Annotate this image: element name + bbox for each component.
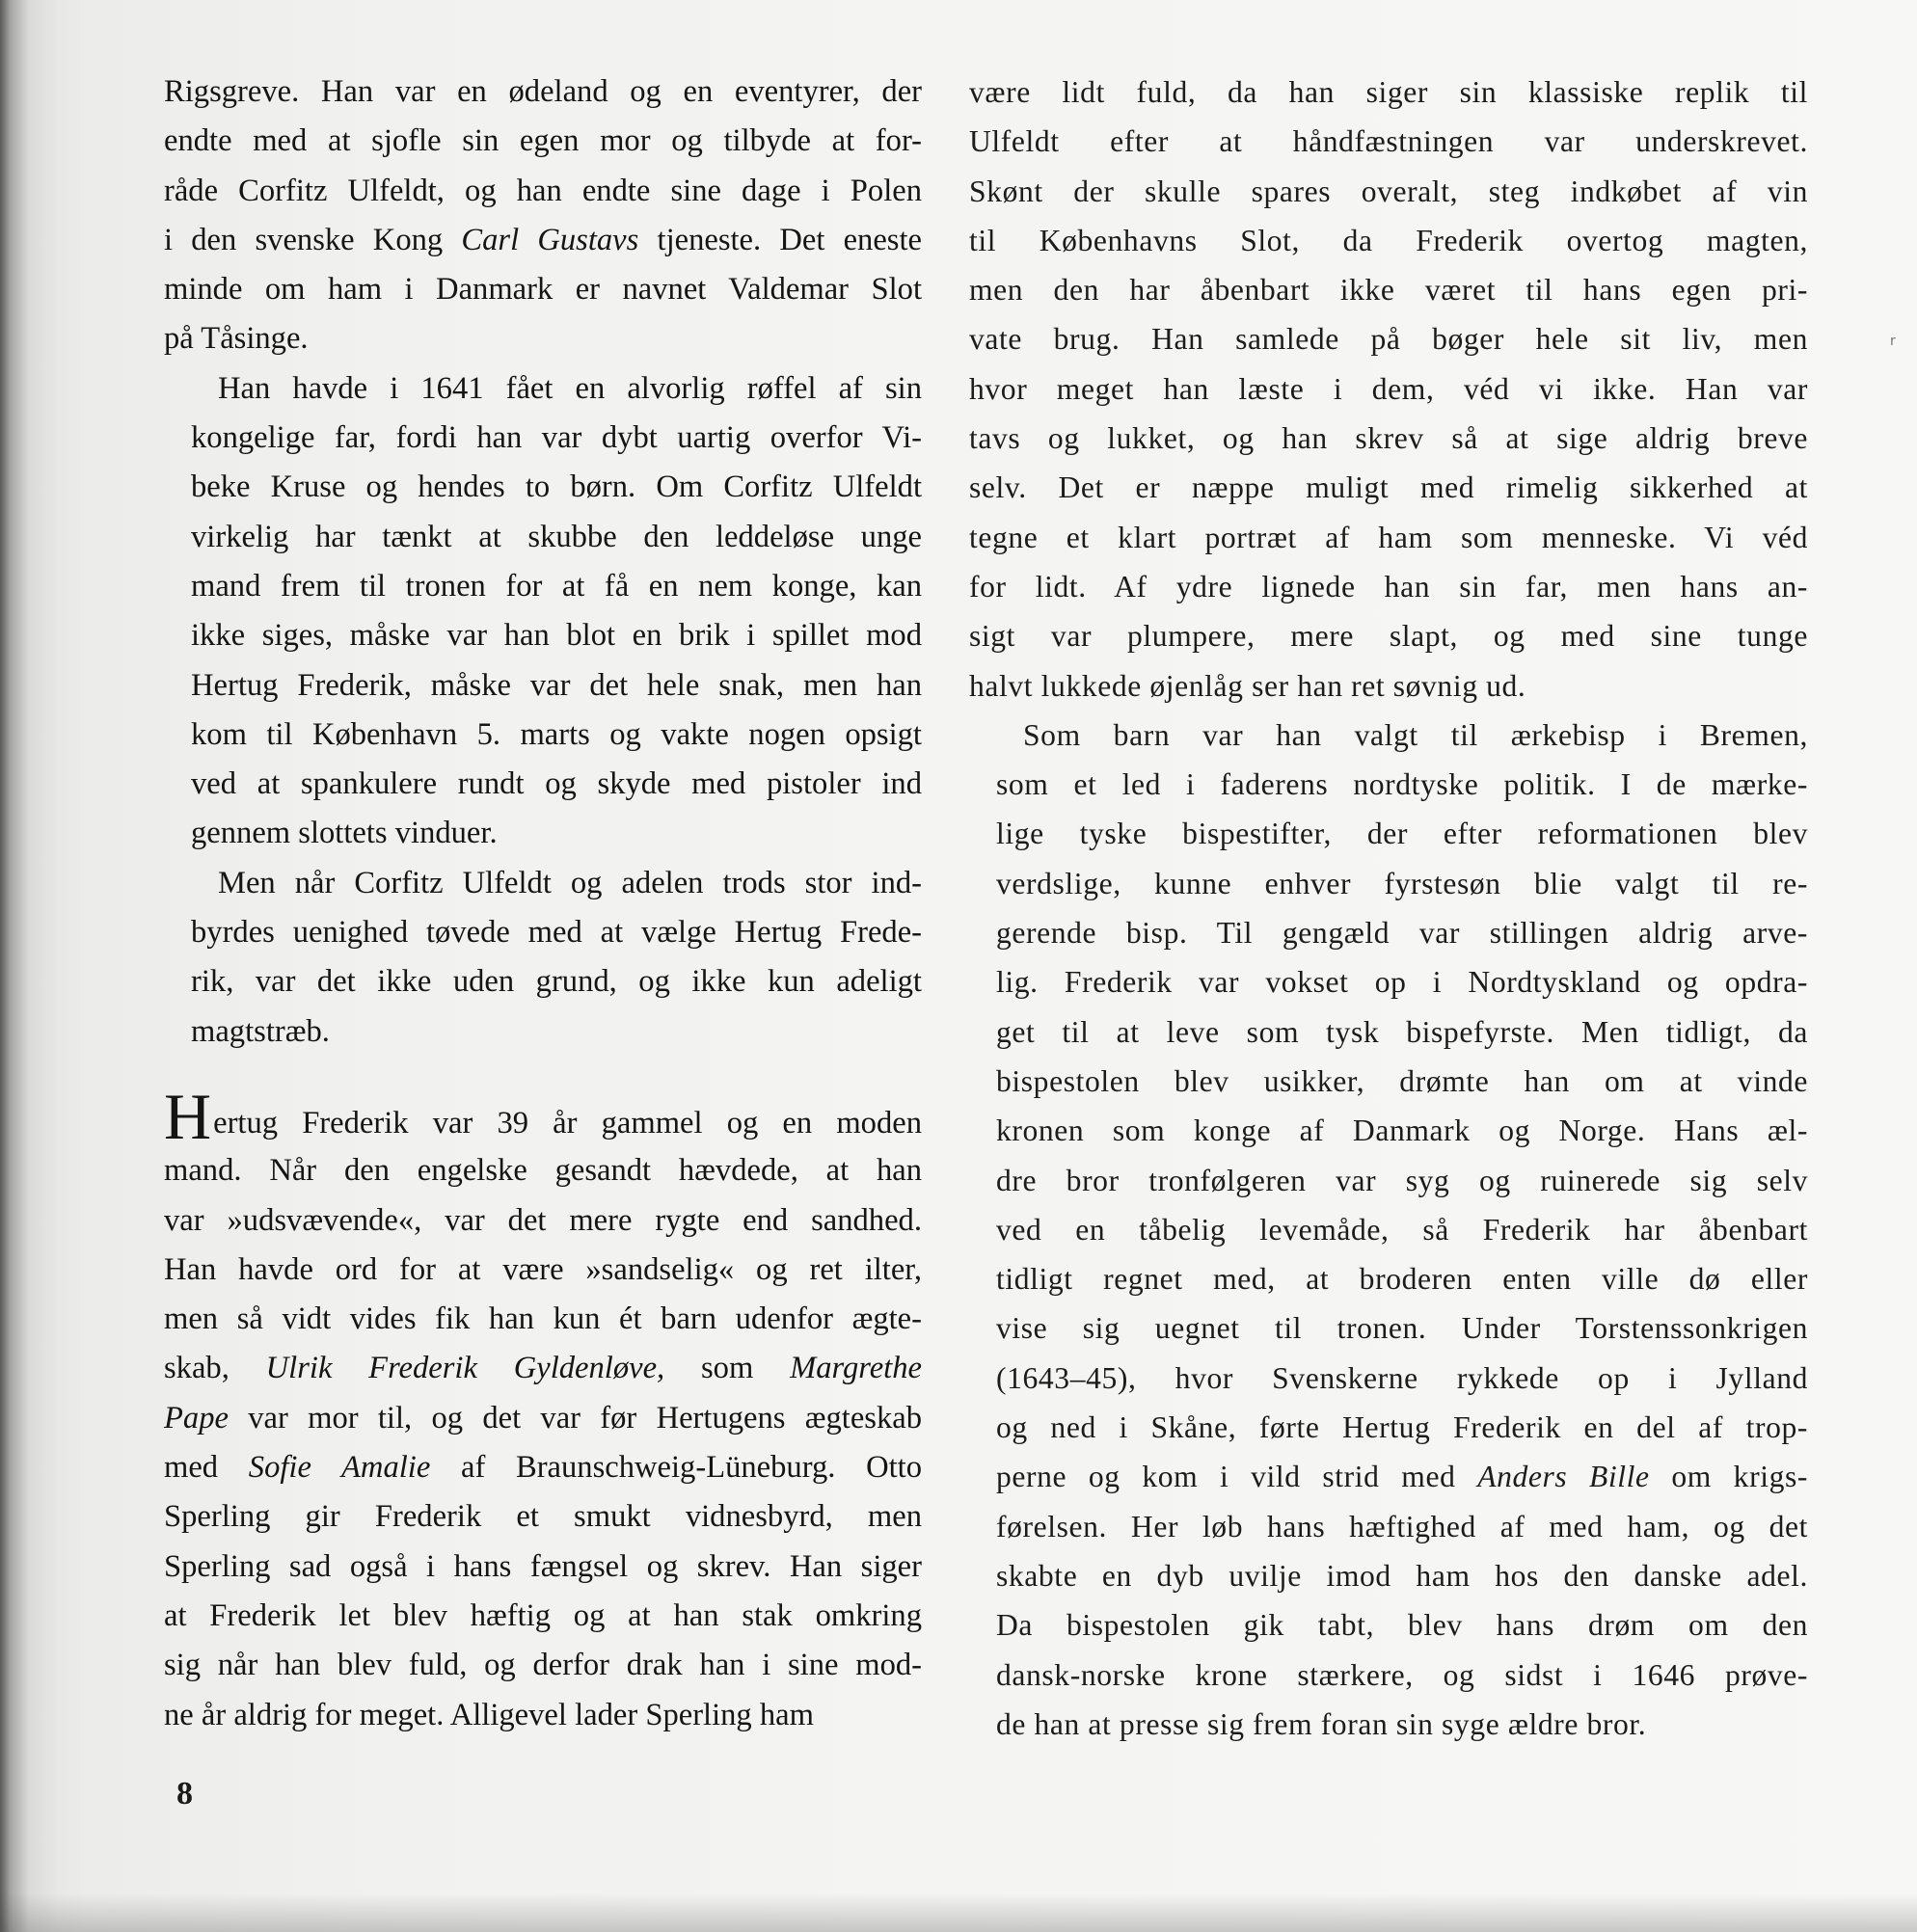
text-line: de han at presse sig frem foran sin syge ældre bror. [996, 1706, 1647, 1741]
text-line: Sperling sad også i hans fængsel og skrev. Han siger [164, 1548, 922, 1584]
text-line: Han havde i 1641 fået en alvorlig røffel af sin [218, 370, 922, 406]
text-line: ved en tåbelig levemåde, så Frederik har åbenbart [996, 1212, 1808, 1247]
right-text-column [969, 67, 1808, 1749]
text-line: hvor meget han læste i dem, véd vi ikke. Han var [969, 371, 1808, 406]
text-line: sig når han blev fuld, og derfor drak han i sine mod- [164, 1648, 922, 1683]
text-line: lig. Frederik var vokset op i Nordtyskland og opdra- [996, 965, 1808, 1000]
text-line: til Københavns Slot, da Frederik overtog magten, [969, 223, 1808, 257]
text-line: Ulfeldt efter at håndfæstningen var underskrevet. [969, 124, 1808, 159]
text-line: Men når Corfitz Ulfeldt og adelen trods stor ind- [218, 865, 922, 900]
text-line: men så vidt vides fik han kun ét barn udenfor ægte- [164, 1301, 922, 1337]
paragraph [164, 1079, 922, 1740]
text-line: mand. Når den engelske gesandt hævdede, at han [164, 1153, 922, 1189]
text-line: vate brug. Han samlede på bøger hele sit liv, men [969, 322, 1808, 357]
text-line: tidligt regnet med, at broderen enten ville dø eller [996, 1262, 1808, 1297]
text-line: som et led i faderens nordtyske politik. I de mærke- [996, 767, 1808, 802]
text-line: men den har åbenbart ikke været til hans egen pri- [969, 273, 1808, 308]
text-line: vise sig uegnet til tronen. Under Torstenssonkrigen [996, 1311, 1808, 1346]
text-line: bispestolen blev usikker, drømte han om at vinde [996, 1063, 1808, 1098]
text-line: minde om ham i Danmark er navnet Valdemar Slot [164, 272, 922, 308]
text-line: Rigsgreve. Han var en ødeland og en eventyrer, der [164, 74, 922, 109]
text-line: skab, Ulrik Frederik Gyldenløve, som Margrethe [164, 1351, 922, 1386]
text-line: magtstræb. [191, 1013, 330, 1049]
paragraph [164, 364, 922, 859]
text-line: for lidt. Af ydre lignede han sin far, men hans an- [969, 569, 1808, 604]
text-line: Sperling gir Frederik et smukt vidnesbyrd, men [164, 1499, 922, 1535]
page-bottom-shade [0, 1893, 1917, 1932]
text-line: Pape var mor til, og det var før Hertugens ægteskab [164, 1400, 922, 1436]
text-line: virkelig har tænkt at skubbe den leddeløse unge [191, 519, 922, 554]
text-line: på Tåsinge. [164, 321, 309, 357]
text-line: halvt lukkede øjenlåg ser han ret søvnig ud. [969, 668, 1526, 703]
left-text-column [164, 67, 922, 1740]
text-line: var »udsvævende«, var det mere rygte end sandhed. [164, 1202, 922, 1238]
text-line: skabte en dyb uvilje imod ham hos den danske adel. [996, 1558, 1808, 1593]
text-line: ved at spankulere rundt og skyde med pistoler ind [191, 766, 922, 802]
text-line: ikke siges, måske var han blot en brik i spillet mod [191, 618, 922, 654]
paragraph [164, 859, 922, 1057]
text-line: Hertug Frederik var 39 år gammel og en moden [164, 1079, 922, 1153]
text-line: sigt var plumpere, mere slapt, og med sine tunge [969, 619, 1808, 654]
text-line: endte med at sjofle sin egen mor og tilbyde at for- [164, 123, 922, 159]
text-line: og ned i Skåne, førte Hertug Frederik en del af trop- [996, 1410, 1808, 1445]
text-line: være lidt fuld, da han siger sin klassiske replik til [969, 75, 1808, 109]
text-line: gerende bisp. Til gengæld var stillingen aldrig arve- [996, 916, 1808, 951]
text-line: dansk-norske krone stærkere, og sidst i 1646 prøve- [996, 1657, 1808, 1692]
page-number: 8 [176, 1776, 193, 1811]
margin-mark: r [1890, 334, 1896, 349]
text-line: mand frem til tronen for at få en nem konge, kan [191, 568, 922, 604]
text-line: kom til København 5. marts og vakte nogen opsigt [191, 716, 922, 752]
text-line: perne og kom i vild strid med Anders Bille om krigs- [996, 1460, 1808, 1494]
text-line: Han havde ord for at være »sandselig« og ret ilter, [164, 1251, 922, 1287]
text-line: råde Corfitz Ulfeldt, og han endte sine dage i Polen [164, 173, 922, 208]
text-line: dre bror tronfølgeren var syg og ruinerede sig selv [996, 1163, 1808, 1197]
text-line: at Frederik let blev hæftig og at han stak omkring [164, 1597, 922, 1633]
text-line: (1643–45), hvor Svenskerne rykkede op i Jylland [996, 1360, 1808, 1395]
text-line: get til at leve som tysk bispefyrste. Men tidligt, da [996, 1014, 1808, 1049]
text-line: Hertug Frederik, måske var det hele snak, men han [191, 667, 922, 703]
binding-shadow [0, 0, 58, 1932]
text-line: med Sofie Amalie af Braunschweig-Lüneburg. Otto [164, 1450, 922, 1486]
text-line: førelsen. Her løb hans hæftighed af med ham, og det [996, 1509, 1808, 1543]
text-line: kronen som konge af Danmark og Norge. Hans æl- [996, 1114, 1808, 1148]
text-line: selv. Det er næppe muligt med rimelig sikkerhed at [969, 470, 1808, 505]
text-line: ne år aldrig for meget. Alligevel lader Sperling ham [164, 1697, 814, 1732]
paragraph [969, 711, 1808, 1749]
text-line: lige tyske bispestifter, der efter reformationen blev [996, 817, 1808, 851]
text-line: tegne et klart portræt af ham som menneske. Vi véd [969, 520, 1808, 554]
text-line: kongelige far, fordi han var dybt uartig overfor Vi- [191, 420, 922, 456]
text-line: rik, var det ikke uden grund, og ikke kun adeligt [191, 964, 922, 1000]
text-line: tavs og lukket, og han skrev så at sige aldrig breve [969, 421, 1808, 456]
text-line: beke Kruse og hendes to børn. Om Corfitz Ulfeldt [191, 470, 922, 505]
text-line: Da bispestolen gik tabt, blev hans drøm om den [996, 1608, 1808, 1643]
drop-cap: H [164, 1079, 212, 1153]
text-line: verdslige, kunne enhver fyrstesøn blie valgt til re- [996, 866, 1808, 900]
text-line: Skønt der skulle spares overalt, steg indkøbet af vin [969, 174, 1808, 208]
text-line: gennem slottets vinduer. [191, 816, 498, 851]
paragraph [164, 67, 922, 364]
text-line: i den svenske Kong Carl Gustavs tjeneste. Det eneste [164, 222, 922, 257]
text-line: Som barn var han valgt til ærkebisp i Bremen, [1023, 717, 1808, 752]
text-line: byrdes uenighed tøvede med at vælge Hertug Frede- [191, 915, 922, 951]
paragraph [969, 67, 1808, 711]
